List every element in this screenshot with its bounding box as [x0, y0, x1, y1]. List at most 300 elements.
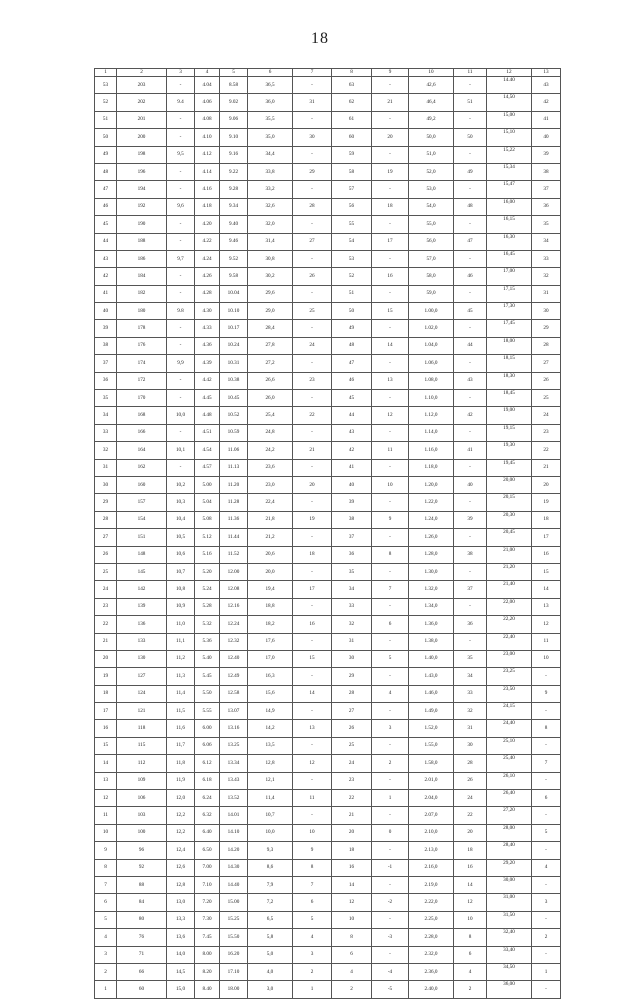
table-cell: 27: [332, 703, 372, 720]
table-cell: 16: [454, 859, 487, 876]
table-cell: 2.19,0: [409, 876, 454, 893]
table-cell: 5.00: [195, 476, 220, 493]
table-cell: 22: [532, 442, 561, 459]
table-cell: 71: [117, 946, 167, 963]
table-cell: 1.12,0: [409, 407, 454, 424]
table-cell: 8.20: [195, 963, 220, 980]
table-cell: 12.49: [220, 668, 248, 685]
table-cell: 10.04: [220, 285, 248, 302]
table-cell: 3: [293, 946, 332, 963]
table-cell: 26: [532, 372, 561, 389]
table-cell: 16,30: [487, 233, 532, 250]
table-cell: 9.34: [220, 198, 248, 215]
table-cell: 1.04,0: [409, 337, 454, 354]
table-cell: 27,8: [248, 337, 293, 354]
table-row: [95, 668, 561, 685]
table-cell: 15.00: [220, 894, 248, 911]
table-cell: 139: [117, 598, 167, 615]
table-cell: -: [454, 355, 487, 372]
table-cell: 14.30: [220, 859, 248, 876]
table-cell: 1.43,0: [409, 668, 454, 685]
table-cell: -: [372, 216, 409, 233]
table-cell: 27: [293, 233, 332, 250]
table-cell: 33: [332, 598, 372, 615]
table-cell: 31: [95, 459, 117, 476]
table-cell: 50: [332, 303, 372, 320]
table-cell: -: [532, 807, 561, 824]
table-cell: 5.28: [195, 598, 220, 615]
table-cell: 13.34: [220, 755, 248, 772]
table-cell: 24: [532, 407, 561, 424]
table-cell: -: [167, 129, 195, 146]
table-cell: 19: [95, 668, 117, 685]
table-cell: 1.20,0: [409, 476, 454, 493]
table-row: [95, 407, 561, 424]
table-cell: 186: [117, 250, 167, 267]
table-cell: 10.45: [220, 390, 248, 407]
table-cell: 37: [332, 529, 372, 546]
table-cell: 4.08: [195, 111, 220, 128]
table-cell: 37: [454, 581, 487, 598]
table-cell: 50,0: [409, 129, 454, 146]
table-cell: 27,2: [248, 355, 293, 372]
table-cell: -: [454, 181, 487, 198]
table-cell: 22,20: [487, 616, 532, 633]
table-cell: 176: [117, 337, 167, 354]
table-cell: 10: [293, 824, 332, 841]
table-cell: 20: [332, 824, 372, 841]
table-cell: 9.28: [220, 181, 248, 198]
table-cell: 1.32,0: [409, 581, 454, 598]
table-cell: 4.06: [195, 94, 220, 111]
table-cell: 4: [95, 929, 117, 946]
table-cell: -: [372, 633, 409, 650]
table-cell: 28: [332, 685, 372, 702]
table-cell: -: [293, 598, 332, 615]
table-cell: 6: [293, 894, 332, 911]
table-cell: 196: [117, 163, 167, 180]
table-row: [95, 529, 561, 546]
table-cell: 20,30: [487, 511, 532, 528]
table-row: [95, 824, 561, 841]
table-cell: 3,0: [248, 981, 293, 998]
table-cell: 182: [117, 285, 167, 302]
table-cell: 21: [332, 807, 372, 824]
table-cell: 42: [532, 94, 561, 111]
table-row: [95, 233, 561, 250]
table-cell: -: [454, 424, 487, 441]
table-cell: 11.44: [220, 529, 248, 546]
table-cell: 10,1: [167, 442, 195, 459]
table-cell: 4: [454, 963, 487, 980]
table-cell: 48: [95, 163, 117, 180]
table-cell: 21,00: [487, 546, 532, 563]
table-cell: 2: [372, 755, 409, 772]
table-cell: 31: [454, 720, 487, 737]
table-cell: 36,00: [487, 981, 532, 998]
table-cell: 4.33: [195, 320, 220, 337]
table-row: [95, 198, 561, 215]
table-cell: 46: [332, 372, 372, 389]
table-cell: 1.00,0: [409, 303, 454, 320]
table-cell: 14: [532, 581, 561, 598]
table-cell: 24: [95, 581, 117, 598]
table-cell: 10: [454, 911, 487, 928]
table-cell: 22,4: [248, 494, 293, 511]
table-cell: 21,8: [248, 511, 293, 528]
table-cell: -: [454, 633, 487, 650]
table-cell: 4.04: [195, 77, 220, 94]
table-row: [95, 129, 561, 146]
table-cell: 13.52: [220, 790, 248, 807]
table-cell: 19,45: [487, 459, 532, 476]
table-cell: 33: [532, 250, 561, 267]
table-cell: 14.01: [220, 807, 248, 824]
table-cell: 54,0: [409, 198, 454, 215]
table-cell: 13.16: [220, 720, 248, 737]
table-cell: 4.57: [195, 459, 220, 476]
table-cell: 29: [293, 163, 332, 180]
table-cell: 12: [532, 616, 561, 633]
table-cell: 10,7: [167, 563, 195, 580]
table-cell: 22: [293, 407, 332, 424]
table-cell: -: [167, 424, 195, 441]
table-cell: 8: [454, 929, 487, 946]
table-cell: -: [454, 529, 487, 546]
table-cell: 24,8: [248, 424, 293, 441]
table-cell: 12,4: [167, 842, 195, 859]
table-cell: 4.30: [195, 303, 220, 320]
table-cell: -: [454, 111, 487, 128]
table-row: [95, 494, 561, 511]
table-cell: -: [167, 390, 195, 407]
table-cell: -: [372, 529, 409, 546]
table-cell: 20: [293, 476, 332, 493]
table-row: [95, 355, 561, 372]
table-cell: 9.4: [167, 94, 195, 111]
table-cell: 50: [95, 129, 117, 146]
table-cell: -: [372, 772, 409, 789]
table-cell: 25: [532, 390, 561, 407]
table-cell: 14: [332, 876, 372, 893]
table-row: [95, 337, 561, 354]
table-cell: 52: [95, 94, 117, 111]
table-cell: 34,50: [487, 963, 532, 980]
table-cell: 1.52,0: [409, 720, 454, 737]
table-cell: 42: [454, 407, 487, 424]
table-cell: 19,4: [248, 581, 293, 598]
table-row: [95, 946, 561, 963]
table-cell: 5.24: [195, 581, 220, 598]
table-cell: 13,5: [248, 737, 293, 754]
table-cell: 76: [117, 929, 167, 946]
table-cell: 12,6: [167, 859, 195, 876]
table-cell: 9,6: [167, 198, 195, 215]
table-cell: 31,4: [248, 233, 293, 250]
table-cell: 12,8: [167, 876, 195, 893]
table-row: [95, 616, 561, 633]
table-cell: 9.10: [220, 129, 248, 146]
table-cell: 5.40: [195, 650, 220, 667]
table-cell: 6.00: [195, 720, 220, 737]
table-cell: 9.16: [220, 146, 248, 163]
table-cell: 59: [332, 146, 372, 163]
table-cell: 2.10,0: [409, 824, 454, 841]
table-cell: 56: [332, 198, 372, 215]
table-cell: 12.32: [220, 633, 248, 650]
table-row: [95, 772, 561, 789]
table-cell: 168: [117, 407, 167, 424]
column-header-3: 3: [167, 69, 195, 77]
table-cell: 4: [372, 685, 409, 702]
table-cell: 180: [117, 303, 167, 320]
table-cell: 17,6: [248, 633, 293, 650]
table-cell: 15: [293, 650, 332, 667]
table-cell: 43: [332, 424, 372, 441]
table-cell: 7: [532, 755, 561, 772]
table-row: [95, 563, 561, 580]
table-cell: -: [167, 320, 195, 337]
table-cell: 4.48: [195, 407, 220, 424]
table-cell: 9.58: [220, 268, 248, 285]
table-cell: 3: [532, 894, 561, 911]
table-row: [95, 981, 561, 998]
table-cell: 2.13,0: [409, 842, 454, 859]
table-cell: 33,2: [248, 181, 293, 198]
table-cell: 23,25: [487, 668, 532, 685]
table-cell: 16: [332, 859, 372, 876]
table-cell: 18,8: [248, 598, 293, 615]
table-cell: 39: [532, 146, 561, 163]
table-cell: -: [293, 146, 332, 163]
table-cell: 2.25,0: [409, 911, 454, 928]
table-cell: 32,0: [248, 216, 293, 233]
table-cell: -: [372, 355, 409, 372]
table-cell: -: [293, 703, 332, 720]
table-cell: 14: [372, 337, 409, 354]
table-cell: -: [167, 163, 195, 180]
table-cell: 88: [117, 876, 167, 893]
table-cell: 17: [95, 703, 117, 720]
table-cell: 136: [117, 616, 167, 633]
table-cell: -: [372, 807, 409, 824]
table-cell: 44: [332, 407, 372, 424]
header-row: [95, 69, 561, 77]
table-cell: 11.28: [220, 494, 248, 511]
table-cell: 16: [372, 268, 409, 285]
table-cell: 11,6: [167, 720, 195, 737]
table-cell: 42: [95, 268, 117, 285]
table-cell: 40: [95, 303, 117, 320]
table-cell: 6.40: [195, 824, 220, 841]
table-cell: 8: [293, 859, 332, 876]
table-cell: 10,6: [167, 546, 195, 563]
table-row: [95, 94, 561, 111]
table-row: [95, 77, 561, 94]
table-cell: 7.20: [195, 894, 220, 911]
table-cell: 41: [454, 442, 487, 459]
table-cell: 14.40: [487, 77, 532, 94]
table-cell: -: [372, 146, 409, 163]
table-cell: 22: [95, 616, 117, 633]
table-cell: 10.52: [220, 407, 248, 424]
table-cell: 18,30: [487, 372, 532, 389]
table-cell: 145: [117, 563, 167, 580]
table-cell: 57: [332, 181, 372, 198]
table-cell: 10.17: [220, 320, 248, 337]
table-cell: 9.06: [220, 111, 248, 128]
table-row: [95, 703, 561, 720]
table-cell: 4.28: [195, 285, 220, 302]
table-cell: 66: [117, 963, 167, 980]
table-cell: 28,00: [487, 824, 532, 841]
table-cell: 6.24: [195, 790, 220, 807]
table-cell: 17,00: [487, 268, 532, 285]
table-cell: 4.12: [195, 146, 220, 163]
table-cell: 5.04: [195, 494, 220, 511]
table-cell: 12,1: [248, 772, 293, 789]
table-cell: 23: [532, 424, 561, 441]
table-cell: -: [372, 494, 409, 511]
table-cell: 190: [117, 216, 167, 233]
table-cell: 174: [117, 355, 167, 372]
table-cell: -: [293, 807, 332, 824]
table-cell: 40: [532, 129, 561, 146]
table-cell: 15.25: [220, 911, 248, 928]
table-cell: 4.51: [195, 424, 220, 441]
table-cell: 14: [293, 685, 332, 702]
table-cell: 6.50: [195, 842, 220, 859]
table-cell: 24,2: [248, 442, 293, 459]
table-cell: 17,0: [248, 650, 293, 667]
table-cell: 9.46: [220, 233, 248, 250]
table-cell: 62: [332, 94, 372, 111]
table-cell: 50: [454, 129, 487, 146]
table-cell: 9,3: [248, 842, 293, 859]
table-cell: 4.26: [195, 268, 220, 285]
table-cell: 3: [372, 720, 409, 737]
table-cell: 36: [454, 616, 487, 633]
table-cell: 4.18: [195, 198, 220, 215]
table-cell: 49: [454, 163, 487, 180]
table-cell: 29,6: [248, 285, 293, 302]
table-cell: 5.12: [195, 529, 220, 546]
table-cell: 8: [372, 546, 409, 563]
table-cell: -: [372, 598, 409, 615]
table-cell: 9,9: [167, 355, 195, 372]
table-cell: 39: [332, 494, 372, 511]
table-cell: 51,0: [409, 146, 454, 163]
table-cell: 20: [454, 824, 487, 841]
table-cell: 25,10: [487, 737, 532, 754]
table-cell: -: [372, 946, 409, 963]
table-cell: 20,0: [248, 563, 293, 580]
table-cell: 41: [532, 111, 561, 128]
table-cell: -: [532, 946, 561, 963]
table-cell: 18,2: [248, 616, 293, 633]
table-cell: -: [532, 668, 561, 685]
table-cell: 34: [454, 668, 487, 685]
table-cell: 58: [332, 163, 372, 180]
table-cell: 80: [117, 911, 167, 928]
table-cell: 23,0: [248, 476, 293, 493]
table-cell: 32: [532, 268, 561, 285]
table-cell: 1.34,0: [409, 598, 454, 615]
table-cell: -: [454, 285, 487, 302]
table-cell: 28: [532, 337, 561, 354]
table-cell: 63: [332, 77, 372, 94]
table-cell: 13: [293, 720, 332, 737]
table-cell: 4: [332, 963, 372, 980]
table-cell: 4,0: [248, 963, 293, 980]
table-cell: 12: [372, 407, 409, 424]
table-cell: 47: [332, 355, 372, 372]
table-cell: 46: [95, 198, 117, 215]
table-row: [95, 303, 561, 320]
table-cell: 60: [117, 981, 167, 998]
table-cell: -1: [372, 859, 409, 876]
table-cell: 4.16: [195, 181, 220, 198]
table-cell: 2.01,0: [409, 772, 454, 789]
table-cell: 13.25: [220, 737, 248, 754]
table-cell: 11,2: [167, 650, 195, 667]
table-cell: 7,9: [248, 876, 293, 893]
table-cell: 30,2: [248, 268, 293, 285]
table-cell: 12: [454, 894, 487, 911]
table-cell: 4: [293, 929, 332, 946]
table-cell: 18: [293, 546, 332, 563]
table-cell: 10: [372, 476, 409, 493]
table-cell: 2: [532, 929, 561, 946]
table-cell: -: [532, 876, 561, 893]
table-cell: 14.20: [220, 842, 248, 859]
table-cell: 20: [532, 476, 561, 493]
table-cell: 14,50: [487, 94, 532, 111]
table-cell: -: [167, 77, 195, 94]
table-cell: 29: [95, 494, 117, 511]
table-cell: 10,9: [167, 598, 195, 615]
table-cell: 21: [372, 94, 409, 111]
table-cell: 34,4: [248, 146, 293, 163]
table-cell: 26,40: [487, 790, 532, 807]
table-cell: 14,0: [167, 946, 195, 963]
table-cell: 7.00: [195, 859, 220, 876]
table-cell: 58,0: [409, 268, 454, 285]
table-cell: 13: [532, 598, 561, 615]
table-cell: 27: [95, 529, 117, 546]
table-cell: 27: [532, 355, 561, 372]
table-cell: 26: [332, 720, 372, 737]
table-row: [95, 511, 561, 528]
table-cell: 32: [95, 442, 117, 459]
table-cell: 1.26,0: [409, 529, 454, 546]
table-cell: 57,0: [409, 250, 454, 267]
table-cell: 28: [95, 511, 117, 528]
table-cell: -: [293, 529, 332, 546]
table-cell: -: [293, 494, 332, 511]
table-cell: 23,00: [487, 650, 532, 667]
table-cell: -2: [372, 894, 409, 911]
table-cell: 8: [532, 720, 561, 737]
table-cell: 45: [95, 216, 117, 233]
table-cell: 154: [117, 511, 167, 528]
table-cell: -5: [372, 981, 409, 998]
table-row: [95, 163, 561, 180]
table-cell: 10,0: [167, 407, 195, 424]
table-cell: 20,45: [487, 529, 532, 546]
table-cell: 10.31: [220, 355, 248, 372]
table-cell: 28: [293, 198, 332, 215]
